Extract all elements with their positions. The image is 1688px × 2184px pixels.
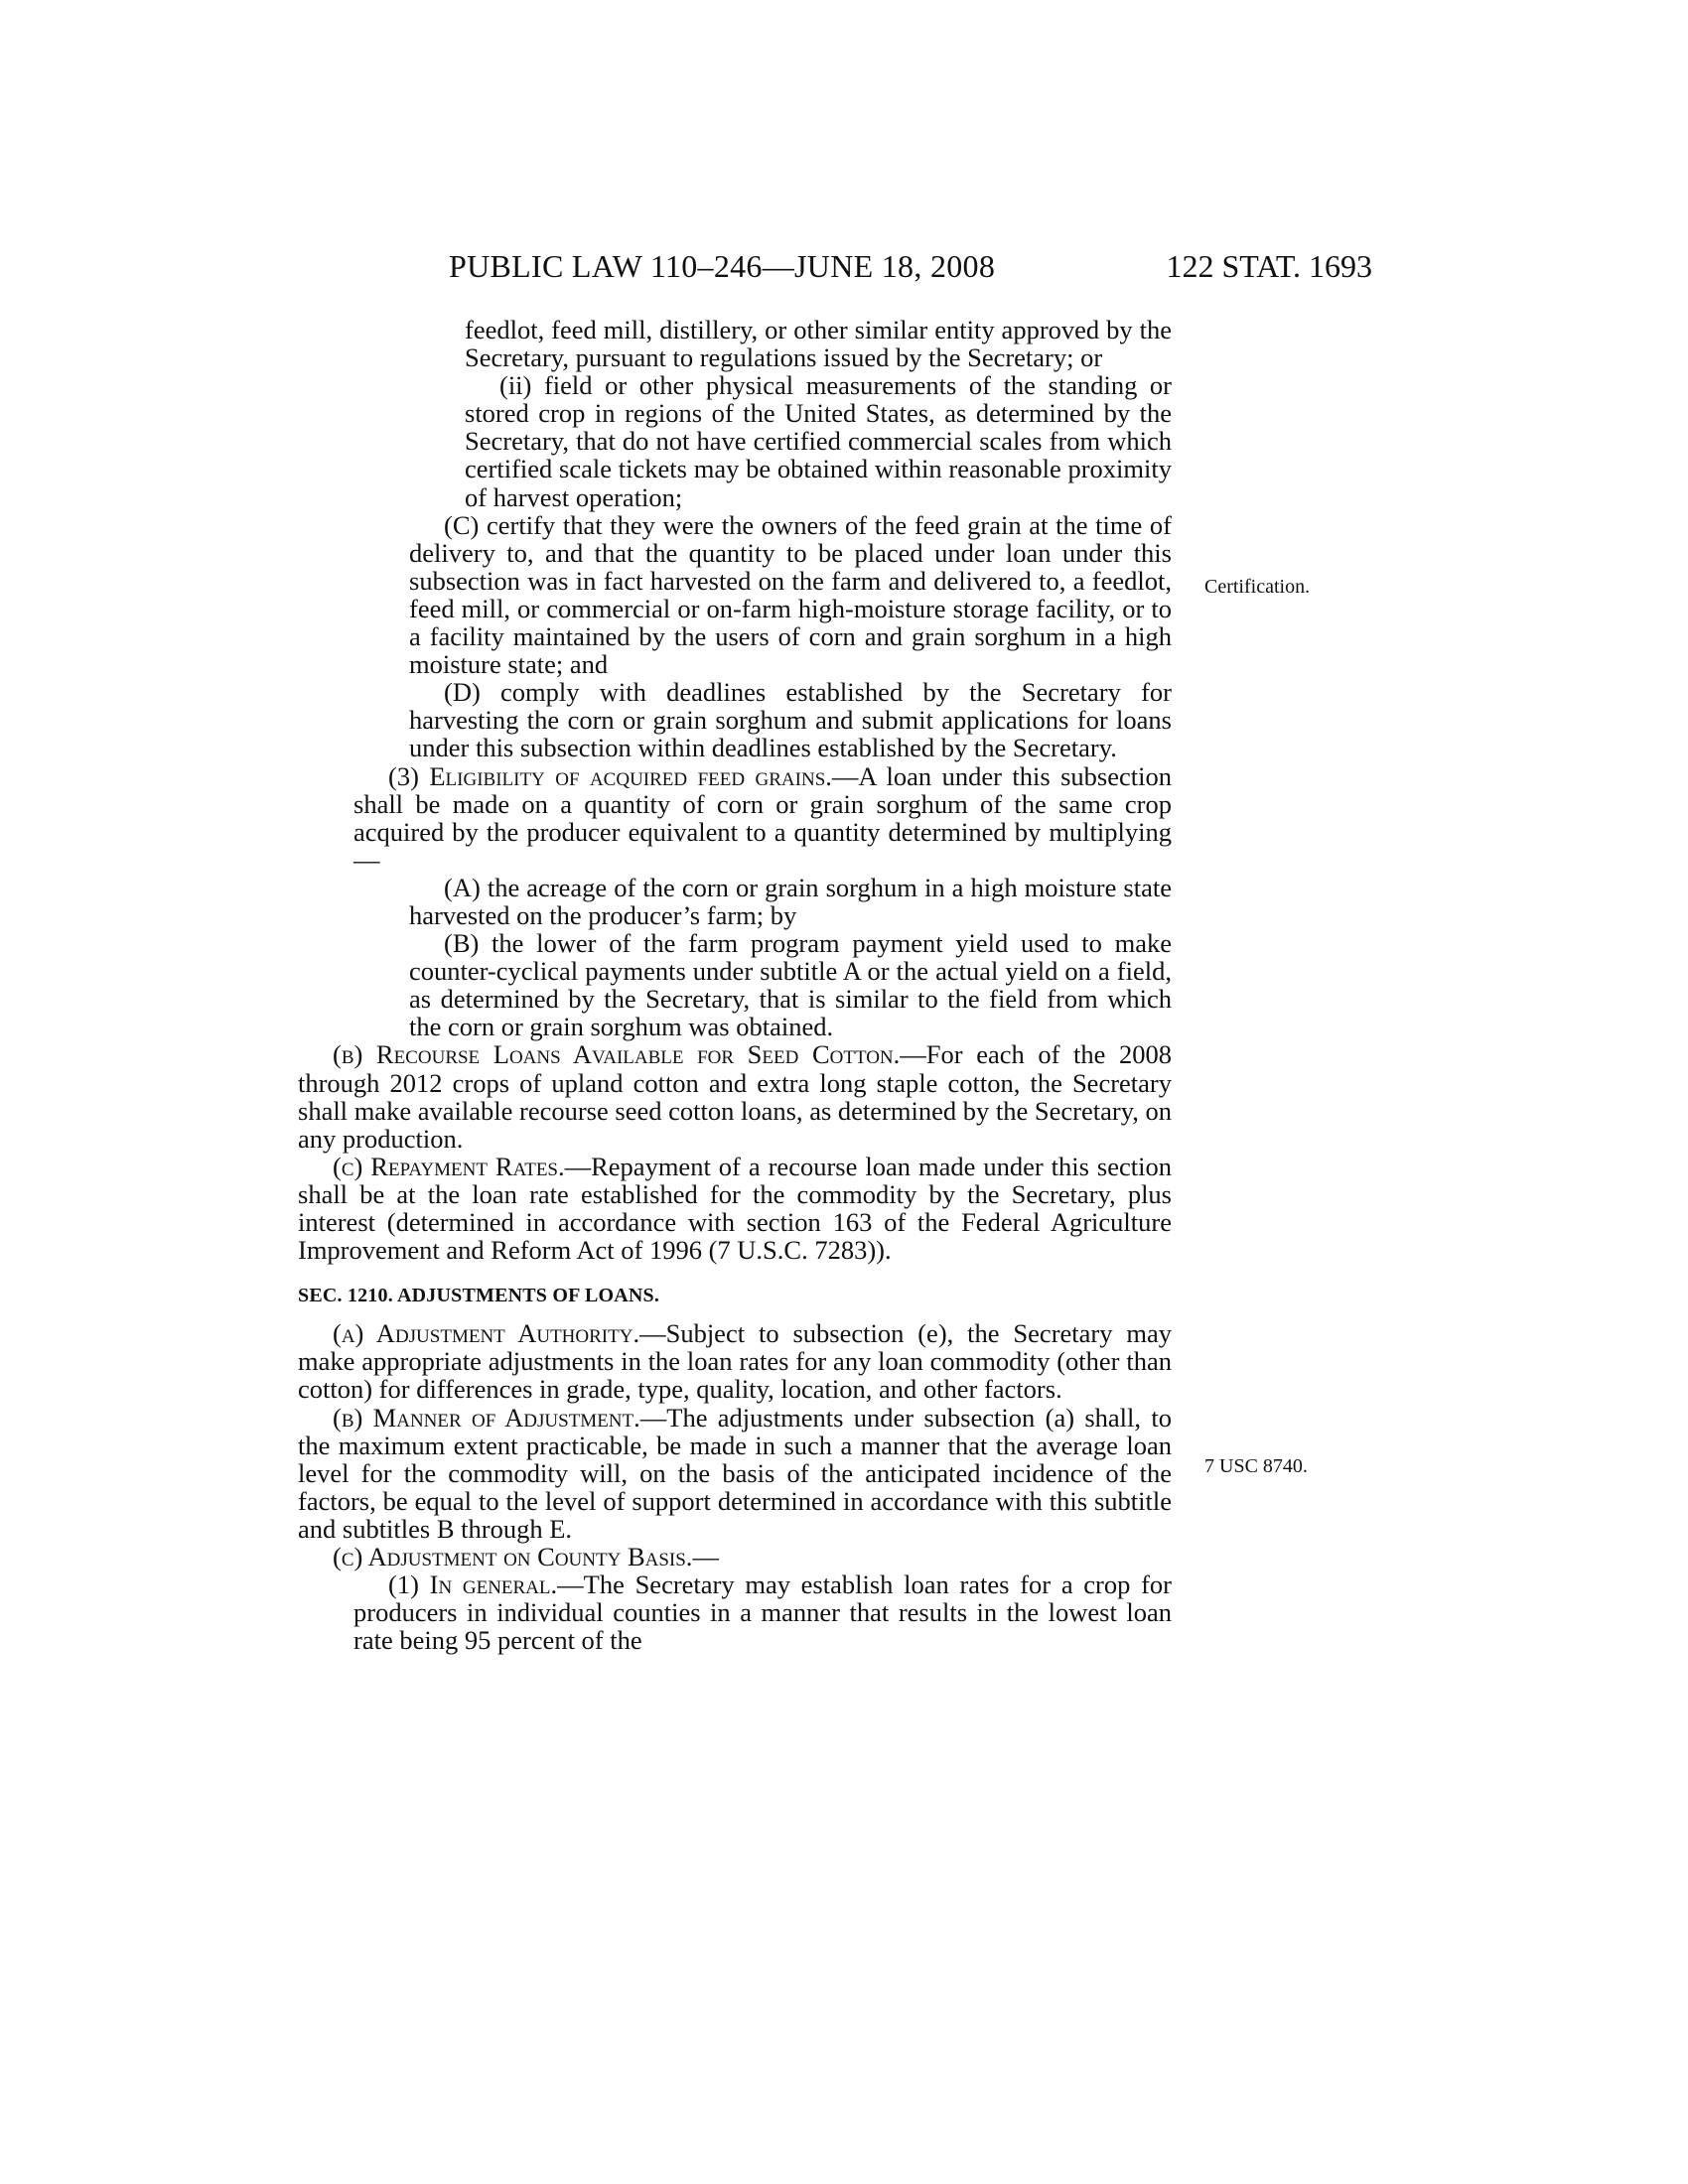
subsection-b-text: —For each of the 2008 through 2012 crops of upland cotton and extra long staple cotton, the Secretary shall make available recourse seed cotton loans, as determined by the Secretary, on any production. [298, 1039, 1172, 1154]
margin-note-certification: Certification. [1204, 576, 1311, 598]
paragraph-continuation: feedlot, feed mill, distillery, or other similar entity approved by the Secretary, pursuant to regulations issued by the Secretary; or [465, 315, 1172, 373]
paragraph-3-text: —A loan under this subsection shall be made on a quantity of corn or grain sorghum of the same crop acquired by the producer equivalent to a quantity determined by multiplying— [353, 760, 1172, 875]
sec1210-c-heading: (c) Adjustment on County Basis. [333, 1542, 693, 1572]
sec1210-c-paragraph-1 [353, 1570, 1172, 1654]
sec1210-subsection-c [298, 1543, 1172, 1570]
statute-page-number: 122 STAT. 1693 [1166, 248, 1372, 284]
sec1210-subsection-b [298, 1404, 1172, 1543]
paragraph-3A: (A) the acreage of the corn or grain sorghum in a high moisture state harvested on the producer’s farm; by [409, 872, 1172, 930]
paragraph-C: (C) certify that they were the owners of the feed grain at the time of delivery to, and that the quantity to be placed under loan under this subsection was in fact harvested on the farm and delivered to, a feedlot, feed mill, or commercial or on-farm high-moisture storage facility, or to a facility maintained by the users of corn and grain sorghum in a high moisture state; and [409, 509, 1172, 680]
sec1210-b-heading: (b) Manner of Adjustment. [333, 1402, 640, 1433]
paragraph-D: (D) comply with deadlines established by the Secretary for harvesting the corn or grain sorghum and submit applications for loans under this subsection within deadlines established by the Secretary. [409, 677, 1172, 763]
sec1210-c1-text: —The Secretary may establish loan rates for a crop for producers in individual counties in a manner that results in the lowest loan rate being 95 percent of the [353, 1570, 1172, 1656]
margin-note-usc: 7 USC 8740. [1204, 1455, 1308, 1477]
section-title: SEC. 1210. ADJUSTMENTS OF LOANS. [298, 1285, 660, 1307]
sec1210-c1-heading: (1) In general. [388, 1570, 558, 1600]
page-header [449, 248, 1372, 288]
subsection-b-heading: (b) Recourse Loans Available for Seed Cotton. [333, 1039, 901, 1070]
subsection-c-heading: (c) Repayment Rates. [333, 1151, 565, 1181]
public-law-citation: PUBLIC LAW 110–246—JUNE 18, 2008 [449, 248, 996, 284]
sec1210-a-heading: (a) Adjustment Authority. [333, 1318, 640, 1349]
subsection-c [298, 1153, 1172, 1264]
paragraph-clause-ii: (ii) field or other physical measurements of the standing or stored crop in regions of the United States, as determined by the Secretary, that do not have certified commercial scales from which certified scale tickets may be obtained within reasonable proximity of harvest operation; [465, 370, 1172, 512]
sec1210-c-text: — [692, 1542, 719, 1572]
paragraph-3 [353, 762, 1172, 874]
subsection-c-text: —Repayment of a recourse loan made under this section shall be at the loan rate established for the commodity by the Secretary, plus interest (determined in accordance with section 163 of the Federal Agriculture Improvement and Reform Act of 1996 (7 U.S.C. 7283)). [298, 1151, 1172, 1266]
paragraph-3-heading: (3) Eligibility of acquired feed grains. [388, 760, 832, 791]
paragraph-3B: (B) the lower of the farm program payment yield used to make counter-cyclical payments under subtitle A or the actual yield on a field, as determined by the Secretary, that is similar to the field from which the corn or grain sorghum was obtained. [409, 928, 1172, 1042]
sec1210-b-text: —The adjustments under subsection (a) shall, to the maximum extent practicable, be made in such a manner that the average loan level for the commodity will, on the basis of the anticipated incidence of the factors, be equal to the level of support determined in accordance with this subtitle and subtitles B through E. [298, 1402, 1172, 1544]
statute-body [298, 316, 1172, 1654]
sec1210-a-text: —Subject to subsection (e), the Secretary may make appropriate adjustments in the loan rates for any loan commodity (other than cotton) for differences in grade, type, quality, location, and other factors. [298, 1318, 1173, 1405]
sec1210-subsection-a [298, 1319, 1172, 1403]
subsection-b [298, 1040, 1172, 1152]
